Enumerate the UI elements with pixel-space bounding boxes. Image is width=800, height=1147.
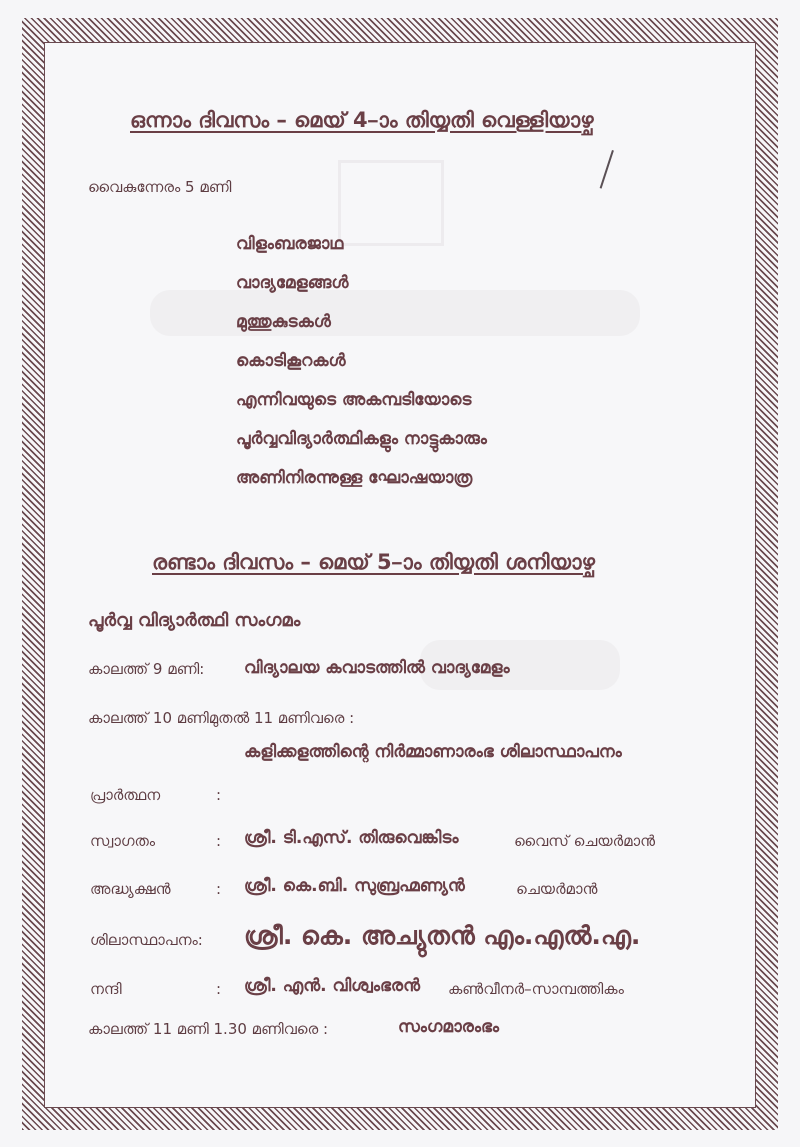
program-label-thanks: നന്ദി (90, 980, 122, 998)
slot3-event: സംഗമാരംഭം (398, 1017, 500, 1037)
day2-heading: രണ്ടാം ദിവസം – മെയ് 5–ാം തിയ്യതി ശനിയാഴ്ച (152, 550, 596, 574)
show-through-box (338, 160, 444, 246)
program-label-president: അദ്ധ്യക്ഷൻ (90, 880, 171, 898)
day2-subheading: പൂർവ്വ വിദ്യാർത്ഥി സംഗമം (88, 610, 301, 631)
program-person-welcome: ശ്രീ. ടി.എസ്. തിരുവെങ്കിടം (244, 828, 459, 848)
slot2-event: കളിക്കളത്തിന്റെ നിർമ്മാണാരംഭ ശിലാസ്ഥാപനം (244, 742, 622, 762)
slot1-event: വിദ്യാലയ കവാടത്തിൽ വാദ്യമേളം (244, 658, 510, 678)
show-through-bar (150, 290, 640, 336)
list-item: വാദ്യമേളങ്ങൾ (236, 273, 349, 293)
list-item: അണിനിരന്നുള്ള ഘോഷയാത്ര (236, 468, 473, 488)
program-label-foundation: ശിലാസ്ഥാപനം: (90, 931, 203, 949)
program-role-welcome: വൈസ് ചെയർമാൻ (514, 832, 656, 850)
program-role-president: ചെയർമാൻ (516, 880, 598, 898)
program-colon: : (216, 786, 222, 804)
list-item: മുത്തുകുടകൾ (236, 312, 331, 332)
program-colon: : (216, 980, 222, 998)
day1-heading: ഒന്നാം ദിവസം – മെയ് 4–ാം തിയ്യതി വെള്ളിയാഴ്ച (130, 108, 594, 132)
day1-time: വൈകുന്നേരം 5 മണി (88, 178, 232, 196)
program-label-welcome: സ്വാഗതം (90, 832, 156, 850)
list-item: പൂർവ്വവിദ്യാർത്ഥികളും നാട്ടുകാരും (236, 429, 487, 449)
list-item: കൊടികൂറകൾ (236, 351, 346, 371)
program-person-thanks: ശ്രീ. എൻ. വിശ്വംഭരൻ (244, 976, 420, 996)
list-item: വിളംബരജാഥ (236, 234, 344, 254)
program-person-president: ശ്രീ. കെ.ബി. സുബ്രഹ്മണ്യൻ (244, 876, 465, 896)
program-label-prayer: പ്രാർത്ഥന (90, 786, 161, 804)
slot1-time: കാലത്ത് 9 മണി: (88, 660, 205, 678)
program-colon: : (216, 832, 222, 850)
program-colon: : (216, 880, 222, 898)
list-item: എന്നിവയുടെ അകമ്പടിയോടെ (236, 390, 472, 410)
program-person-foundation: ശ്രീ. കെ. അച്യുതൻ എം.എൽ.എ. (244, 921, 641, 950)
slot2-time: കാലത്ത് 10 മണിമുതൽ 11 മണിവരെ : (88, 709, 355, 727)
program-role-thanks: കൺവീനർ–സാമ്പത്തികം (448, 980, 624, 998)
slot3-time: കാലത്ത് 11 മണി 1.30 മണിവരെ : (88, 1020, 329, 1038)
